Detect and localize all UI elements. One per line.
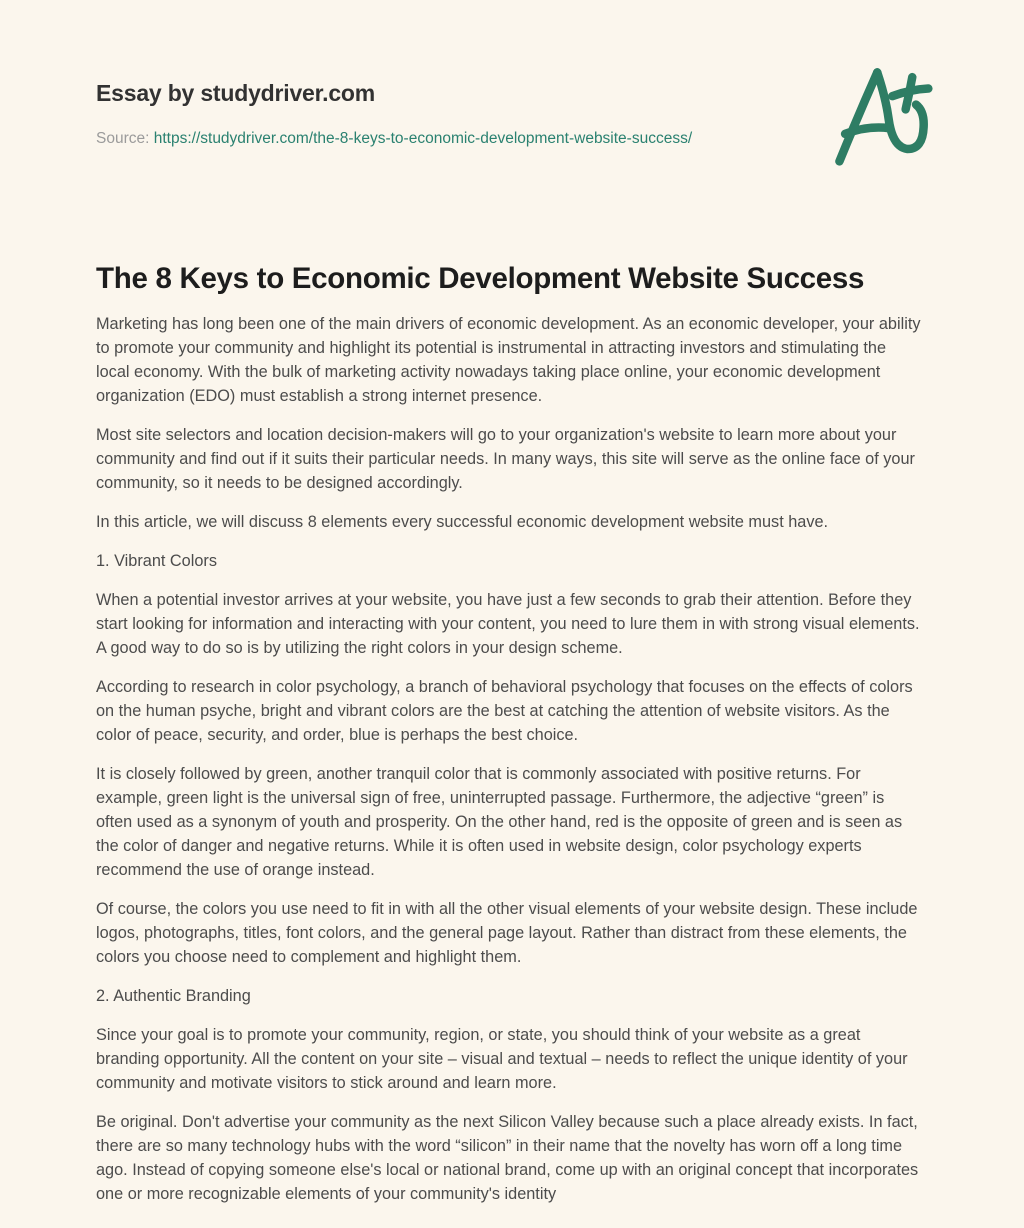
paragraph: Marketing has long been one of the main drivers of economic development. As an economic developer, your ability to promote your community and highlight its potential is instrumental in attracting investors and stimulating the local economy. With the bulk of marketing activity nowadays taking place online, your economic development organization (EDO) must establish a strong internet presence. [96, 315, 921, 405]
source-link[interactable]: https://studydriver.com/the-8-keys-to-economic-development-website-success/ [153, 130, 693, 147]
article-title: The 8 Keys to Economic Development Website Success [96, 262, 865, 295]
essay-byline: Essay by studydriver.com [96, 80, 376, 106]
paragraph: When a potential investor arrives at your website, you have just a few seconds to grab their attention. Before they start looking for information and interacting with your content, you need to lure them in with strong visual elements. A good way to do so is by utilizing the right colors in your design scheme. [96, 591, 920, 657]
section-heading-vibrant-colors: 1. Vibrant Colors [96, 552, 217, 570]
source-line [96, 129, 924, 149]
article-body [96, 312, 922, 1206]
section-heading-authentic-branding: 2. Authentic Branding [96, 987, 251, 1005]
a-plus-logo-icon [830, 60, 934, 170]
paragraph: Most site selectors and location decision-makers will go to your organization's website to learn more about your community and find out if it suits their particular needs. In many ways, this site will serve as the online face of your community, so it needs to be designed accordingly. [96, 426, 915, 492]
paragraph: In this article, we will discuss 8 elements every successful economic development website must have. [96, 513, 829, 531]
source-label: Source: [96, 130, 150, 147]
paragraph: According to research in color psychology, a branch of behavioral psychology that focuses on the effects of colors on the human psyche, bright and vibrant colors are the best at catching the attention of website visitors. As the color of peace, security, and order, blue is perhaps the best choice. [96, 678, 913, 744]
paragraph: Of course, the colors you use need to fit in with all the other visual elements of your website design. These include logos, photographs, titles, font colors, and the general page layout. Rather than distract from these elements, the colors you choose need to complement and highlight them. [96, 900, 918, 966]
paragraph: Be original. Don't advertise your community as the next Silicon Valley because such a place already exists. In fact, there are so many technology hubs with the word “silicon” in their name that the novelty has worn off a long time ago. Instead of copying someone else's local or national brand, come up with an original concept that incorporates one or more recognizable elements of your community's identity [96, 1113, 919, 1203]
paragraph: Since your goal is to promote your community, region, or state, you should think of your website as a great branding opportunity. All the content on your site – visual and textual – needs to reflect the unique identity of your community and motivate visitors to stick around and learn more. [96, 1026, 908, 1092]
paragraph: It is closely followed by green, another tranquil color that is commonly associated with positive returns. For example, green light is the universal sign of free, uninterrupted passage. Furthermore, the adjective “green” is often used as a synonym of youth and prosperity. On the other hand, red is the opposite of green and is seen as the color of danger and negative returns. While it is often used in website design, color psychology experts recommend the use of orange instead. [96, 765, 903, 879]
